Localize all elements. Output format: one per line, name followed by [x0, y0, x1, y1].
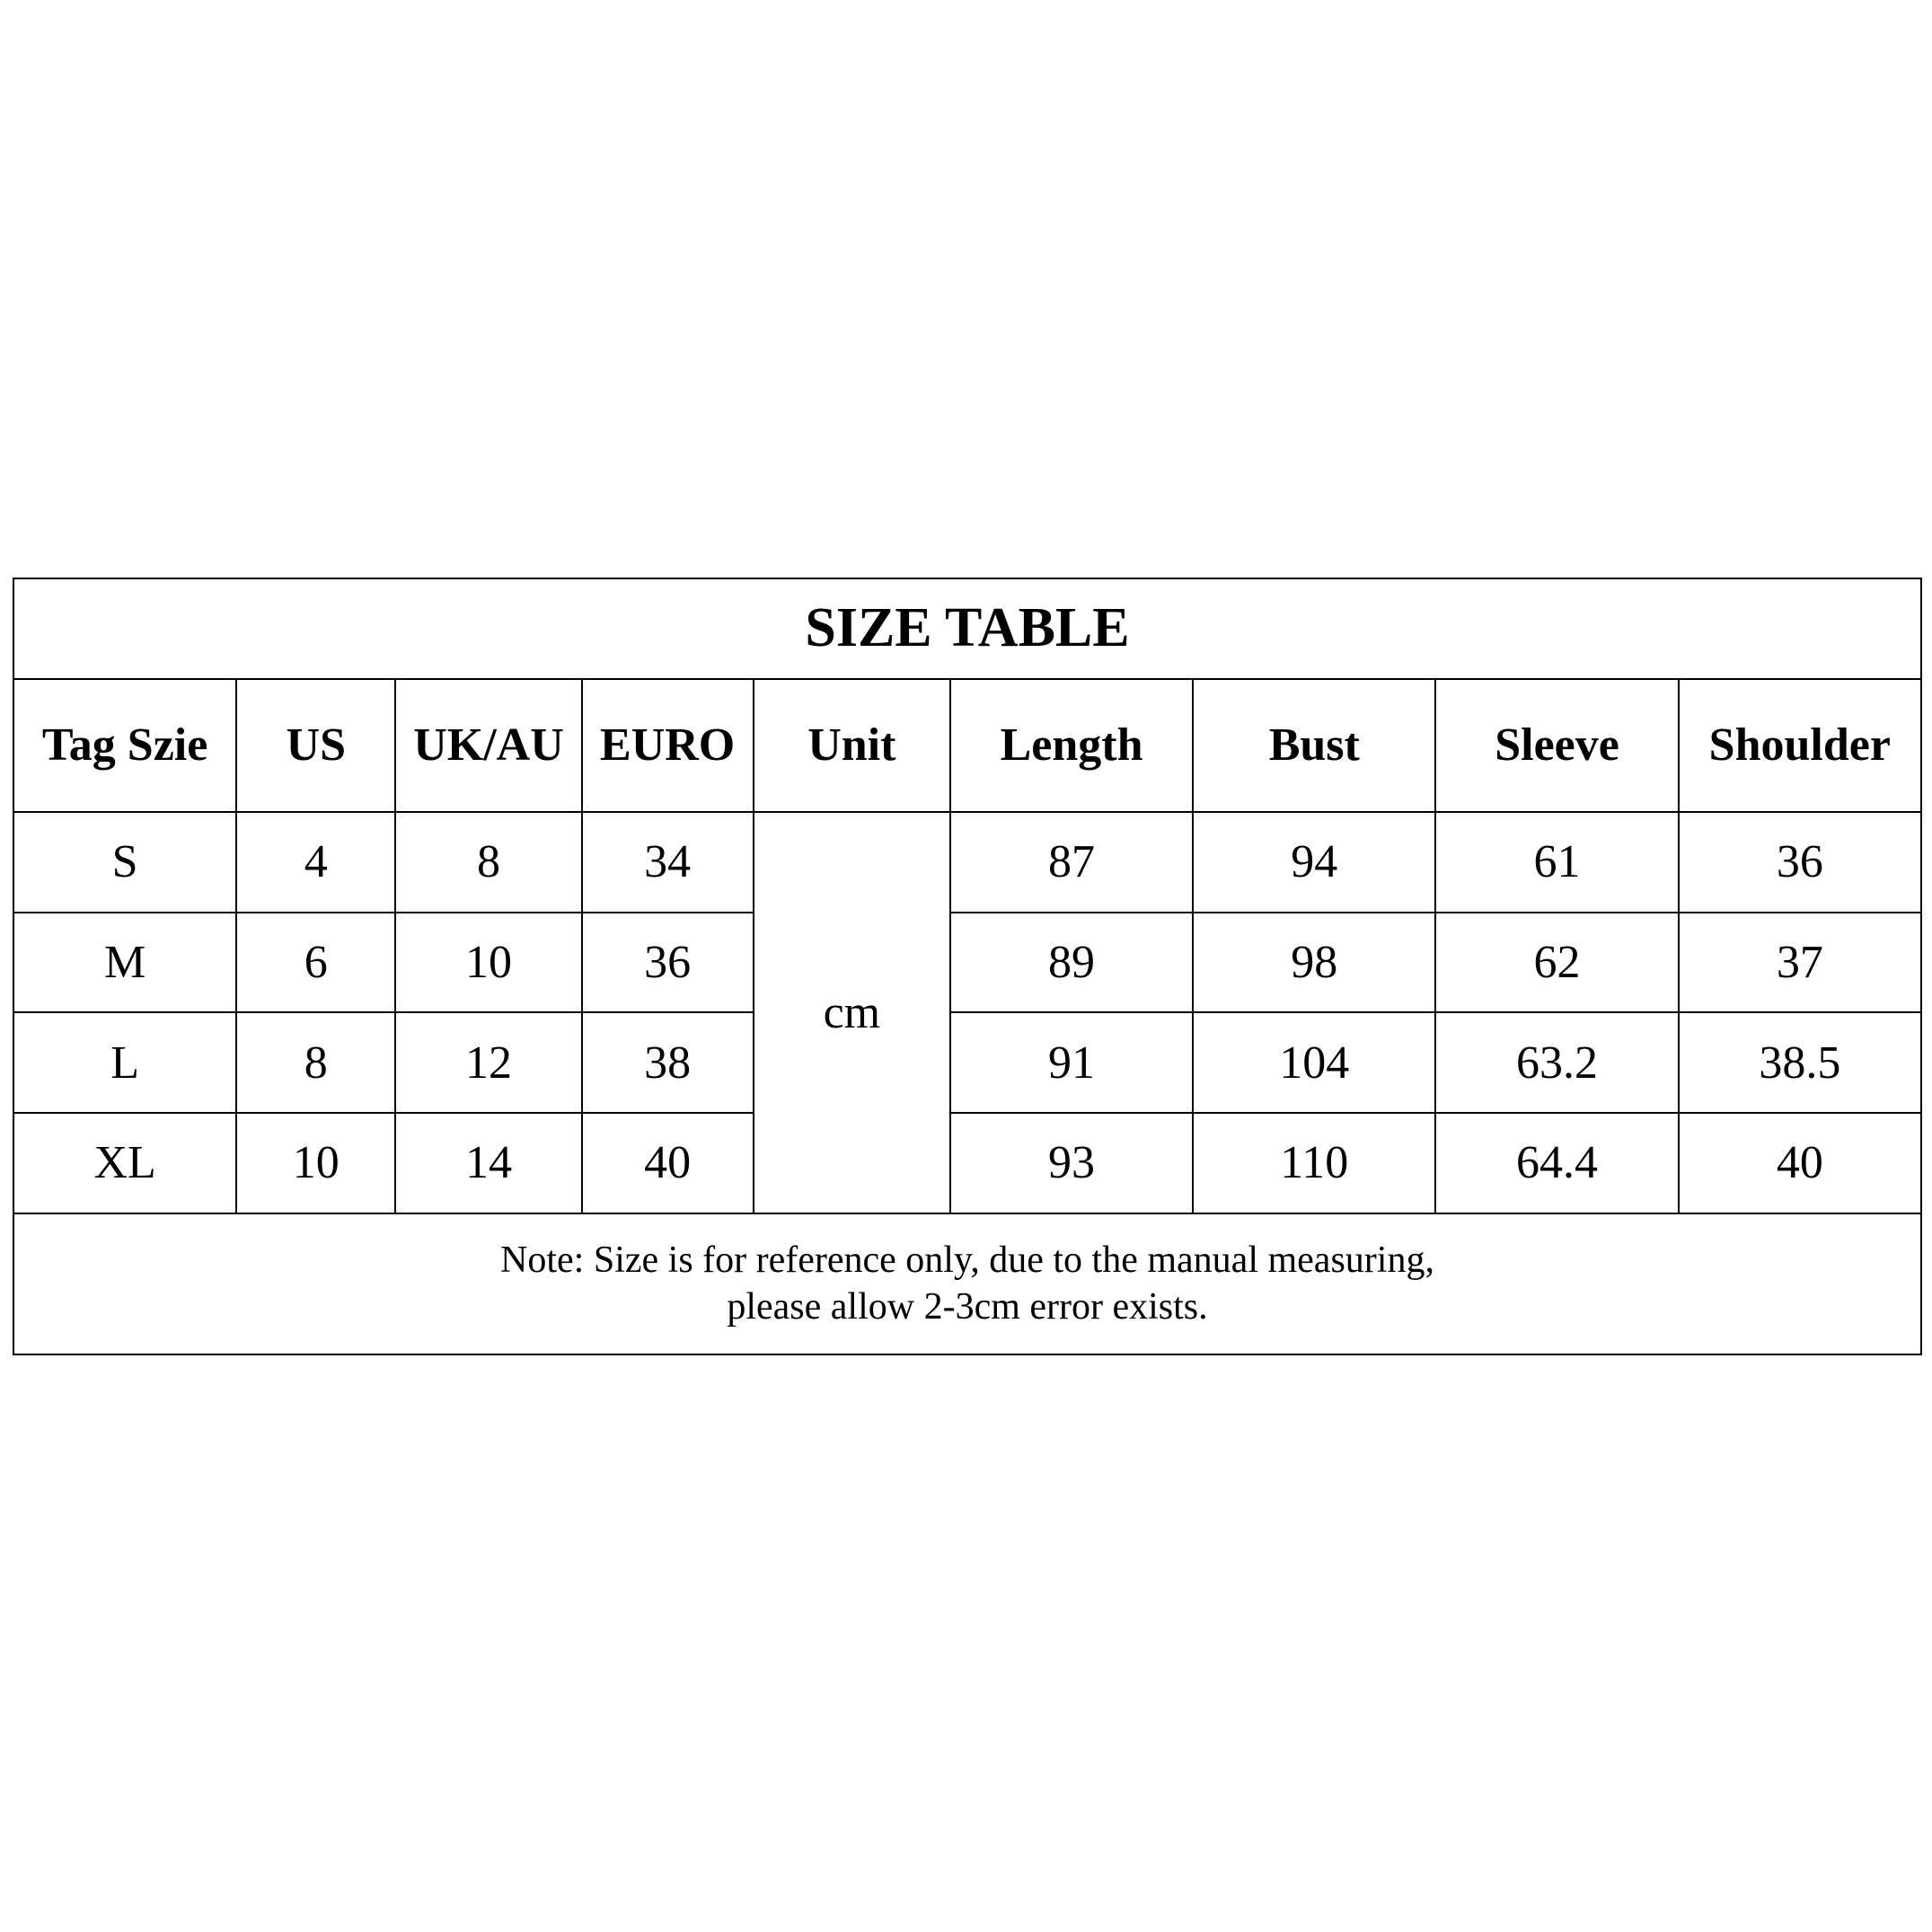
header-unit: Unit [754, 679, 950, 812]
cell-unit: cm [754, 812, 950, 1213]
size-table-container [13, 578, 1922, 1355]
header-us: US [236, 679, 395, 812]
cell-bust: 110 [1193, 1113, 1435, 1213]
header-uk-au: UK/AU [395, 679, 581, 812]
cell-us: 10 [236, 1113, 395, 1213]
header-tag-size: Tag Szie [13, 679, 236, 812]
cell-euro: 38 [582, 1012, 754, 1113]
header-sleeve: Sleeve [1435, 679, 1678, 812]
cell-uk-au: 10 [395, 913, 581, 1013]
cell-tag-size: S [13, 812, 236, 913]
header-length: Length [950, 679, 1193, 812]
header-euro: EURO [582, 679, 754, 812]
cell-shoulder: 36 [1679, 812, 1921, 913]
header-bust: Bust [1193, 679, 1435, 812]
table-note [13, 1213, 1921, 1354]
table-title: SIZE TABLE [13, 578, 1921, 679]
header-shoulder: Shoulder [1679, 679, 1921, 812]
cell-euro: 40 [582, 1113, 754, 1213]
note-line-1: Note: Size is for reference only, due to the manual measuring, [500, 1239, 1434, 1282]
cell-shoulder: 40 [1679, 1113, 1921, 1213]
header-row [13, 679, 1921, 812]
cell-length: 87 [950, 812, 1193, 913]
cell-tag-size: XL [13, 1113, 236, 1213]
cell-length: 93 [950, 1113, 1193, 1213]
cell-sleeve: 64.4 [1435, 1113, 1678, 1213]
table-row [13, 1113, 1921, 1213]
note-line-2: please allow 2-3cm error exists. [727, 1286, 1208, 1328]
cell-euro: 36 [582, 913, 754, 1013]
cell-bust: 98 [1193, 913, 1435, 1013]
cell-sleeve: 62 [1435, 913, 1678, 1013]
table-row [13, 812, 1921, 913]
cell-bust: 94 [1193, 812, 1435, 913]
cell-us: 4 [236, 812, 395, 913]
table-row [13, 913, 1921, 1013]
cell-sleeve: 63.2 [1435, 1012, 1678, 1113]
cell-length: 89 [950, 913, 1193, 1013]
size-table [13, 578, 1922, 1355]
cell-euro: 34 [582, 812, 754, 913]
cell-us: 6 [236, 913, 395, 1013]
cell-length: 91 [950, 1012, 1193, 1113]
cell-uk-au: 12 [395, 1012, 581, 1113]
cell-us: 8 [236, 1012, 395, 1113]
cell-tag-size: M [13, 913, 236, 1013]
table-row [13, 1012, 1921, 1113]
cell-sleeve: 61 [1435, 812, 1678, 913]
cell-shoulder: 37 [1679, 913, 1921, 1013]
cell-uk-au: 8 [395, 812, 581, 913]
cell-shoulder: 38.5 [1679, 1012, 1921, 1113]
cell-uk-au: 14 [395, 1113, 581, 1213]
cell-tag-size: L [13, 1012, 236, 1113]
cell-bust: 104 [1193, 1012, 1435, 1113]
